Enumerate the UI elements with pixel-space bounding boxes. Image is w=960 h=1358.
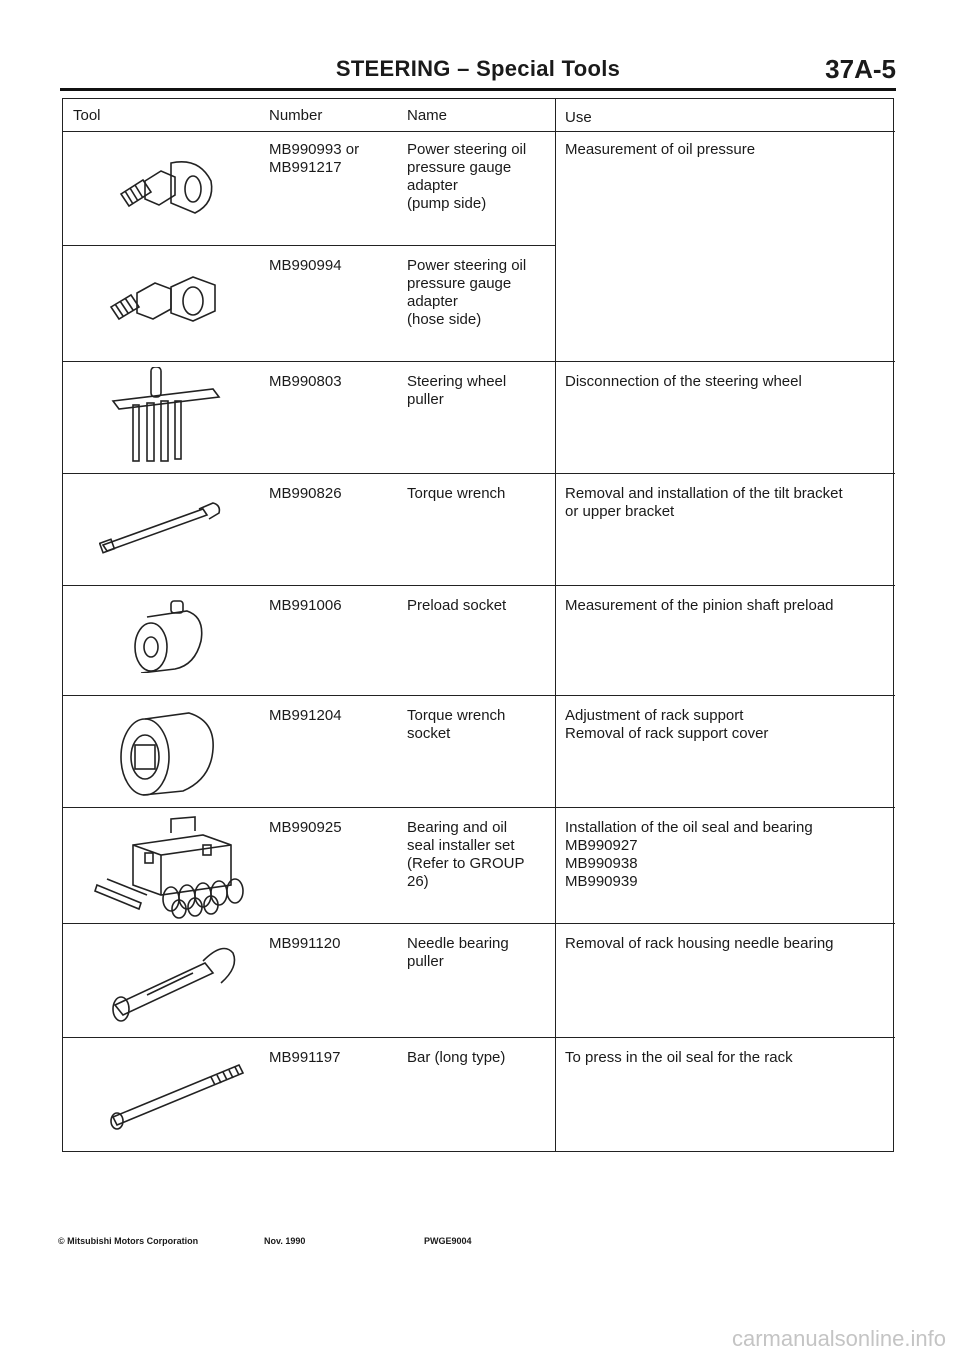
tool-name: Preload socket xyxy=(407,597,507,614)
use-column-divider xyxy=(555,99,556,1151)
installer-set-icon xyxy=(93,815,263,919)
tool-use: Removal of rack housing needle bearing xyxy=(565,935,834,952)
tool-number: MB991006 xyxy=(269,597,342,614)
torque-wrench-socket-icon xyxy=(119,711,219,801)
tool-number: MB990994 xyxy=(269,257,342,274)
tool-number: MB990803 xyxy=(269,373,342,390)
tool-name: Needle bearing puller xyxy=(407,935,509,970)
row-divider xyxy=(63,1037,895,1038)
header-row-divider xyxy=(63,131,895,132)
tool-number: MB991204 xyxy=(269,707,342,724)
tool-use: To press in the oil seal for the rack xyxy=(565,1049,793,1066)
pressure-gauge-adapter-hose-icon xyxy=(103,267,223,343)
tool-use: Adjustment of rack support Removal of rack support cover xyxy=(565,707,769,742)
tool-number: MB991197 xyxy=(269,1049,341,1066)
row-divider xyxy=(63,245,555,246)
column-header-name: Name xyxy=(407,107,448,124)
tool-use: Measurement of oil pressure xyxy=(565,141,756,158)
row-divider xyxy=(63,923,895,924)
row-divider xyxy=(63,473,895,474)
tool-name: Torque wrench xyxy=(407,485,506,502)
footer-date: Nov. 1990 xyxy=(264,1236,306,1246)
tool-name: Power steering oil pressure gauge adapter (pump side) xyxy=(407,141,527,212)
preload-socket-icon xyxy=(131,599,211,673)
row-divider xyxy=(63,361,895,362)
pressure-gauge-adapter-pump-icon xyxy=(111,149,221,229)
page-number: 37A-5 xyxy=(825,54,896,84)
footer-code: PWGE9004 xyxy=(424,1236,472,1246)
tool-use: Measurement of the pinion shaft preload xyxy=(565,597,834,614)
tool-name: Torque wrench socket xyxy=(407,707,506,742)
tool-use: Installation of the oil seal and bearing MB990927 MB990938 MB990939 xyxy=(565,819,813,890)
tool-name: Bar (long type) xyxy=(407,1049,506,1066)
tool-number: MB990826 xyxy=(269,485,342,502)
tool-number: MB990925 xyxy=(269,819,342,836)
steering-wheel-puller-icon xyxy=(107,367,227,471)
needle-bearing-puller-icon xyxy=(107,939,247,1025)
tool-use: Disconnection of the steering wheel xyxy=(565,373,802,390)
column-header-tool: Tool xyxy=(73,107,101,124)
row-divider xyxy=(63,585,895,586)
row-divider xyxy=(63,695,895,696)
special-tools-table xyxy=(62,98,894,1152)
column-header-number: Number xyxy=(269,107,323,124)
page-header xyxy=(60,52,896,88)
header-rule xyxy=(60,88,896,91)
tool-number: MB990993 or MB991217 xyxy=(269,141,360,176)
watermark: carmanualsonline.info xyxy=(731,1326,946,1351)
torque-wrench-icon xyxy=(99,499,229,559)
tool-name: Power steering oil pressure gauge adapter (hose side) xyxy=(407,257,527,328)
column-header-use: Use xyxy=(565,109,592,126)
tool-number: MB991120 xyxy=(269,935,341,952)
page-title: STEERING – Special Tools xyxy=(335,56,621,81)
long-bar-icon xyxy=(107,1055,257,1135)
row-divider xyxy=(63,807,895,808)
tool-name: Steering wheel puller xyxy=(407,373,507,408)
footer-copyright: © Mitsubishi Motors Corporation xyxy=(58,1236,199,1246)
tool-use: Removal and installation of the tilt bracket or upper bracket xyxy=(565,485,843,520)
tool-name: Bearing and oil seal installer set (Refer to GROUP 26) xyxy=(407,819,525,890)
